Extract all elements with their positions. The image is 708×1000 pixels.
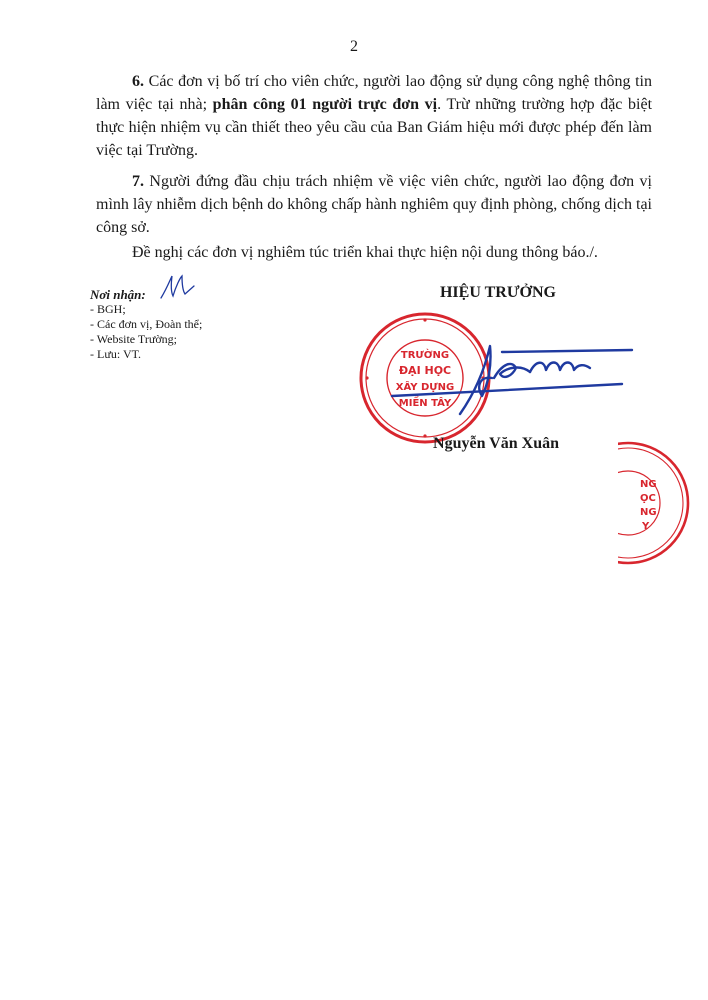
closing-sentence: Đề nghị các đơn vị nghiêm túc triển khai thực hiện nội dung thông báo./. (132, 244, 598, 261)
recipient-item: - BGH; (90, 302, 126, 316)
signer-title: HIỆU TRƯỞNG (439, 284, 556, 301)
paragraph-7-number: 7. (132, 173, 144, 190)
paragraph-6-number: 6. (132, 73, 144, 90)
seal-fragment: Y (642, 521, 650, 532)
page-number: 2 (350, 38, 358, 55)
recipients-heading: Nơi nhận: (90, 287, 146, 302)
signature-icon (382, 338, 638, 416)
seal-line: ĐẠI HỌC (398, 364, 452, 377)
recipient-item: - Lưu: VT. (90, 347, 142, 361)
seal-fragment: ỌC (640, 493, 656, 504)
recipient-item: - Các đơn vị, Đoàn thể; (90, 317, 203, 331)
paragraph-6-text-b: . Trừ những trường hợp đặc biệt thực hiện nhiệm vụ cần thiết theo yêu cầu của Ban Giám hiệu mới được phép đến làm việc tại Trường. (96, 96, 653, 159)
seal-fragment: NG (640, 479, 657, 490)
signer-name: Nguyễn Văn Xuân (433, 435, 559, 452)
paragraph-6 (96, 70, 652, 162)
seal-fragment: NG (640, 507, 657, 518)
initials-mark-icon (158, 274, 198, 302)
recipient-item: - Website Trường; (90, 332, 178, 346)
seal-line: MIỀN TÂY (398, 398, 452, 409)
partial-seal-icon (618, 437, 708, 567)
paragraph-7 (96, 170, 652, 239)
seal-line: XÂY DỰNG (395, 382, 455, 393)
paragraph-6-text-a: Các đơn vị bố trí cho viên chức, người lao động sử dụng công nghệ thông tin làm việc tại nhà; (96, 73, 652, 113)
seal-line: TRƯỜNG (400, 350, 450, 361)
paragraph-6-bold: phân công 01 người trực đơn vị (212, 96, 438, 113)
paragraph-7-text: Người đứng đầu chịu trách nhiệm về việc viên chức, người lao động đơn vị mình lây nhiễm dịch bệnh do không chấp hành nghiêm quy định phòng, chống dịch tại công sở. (96, 173, 652, 236)
